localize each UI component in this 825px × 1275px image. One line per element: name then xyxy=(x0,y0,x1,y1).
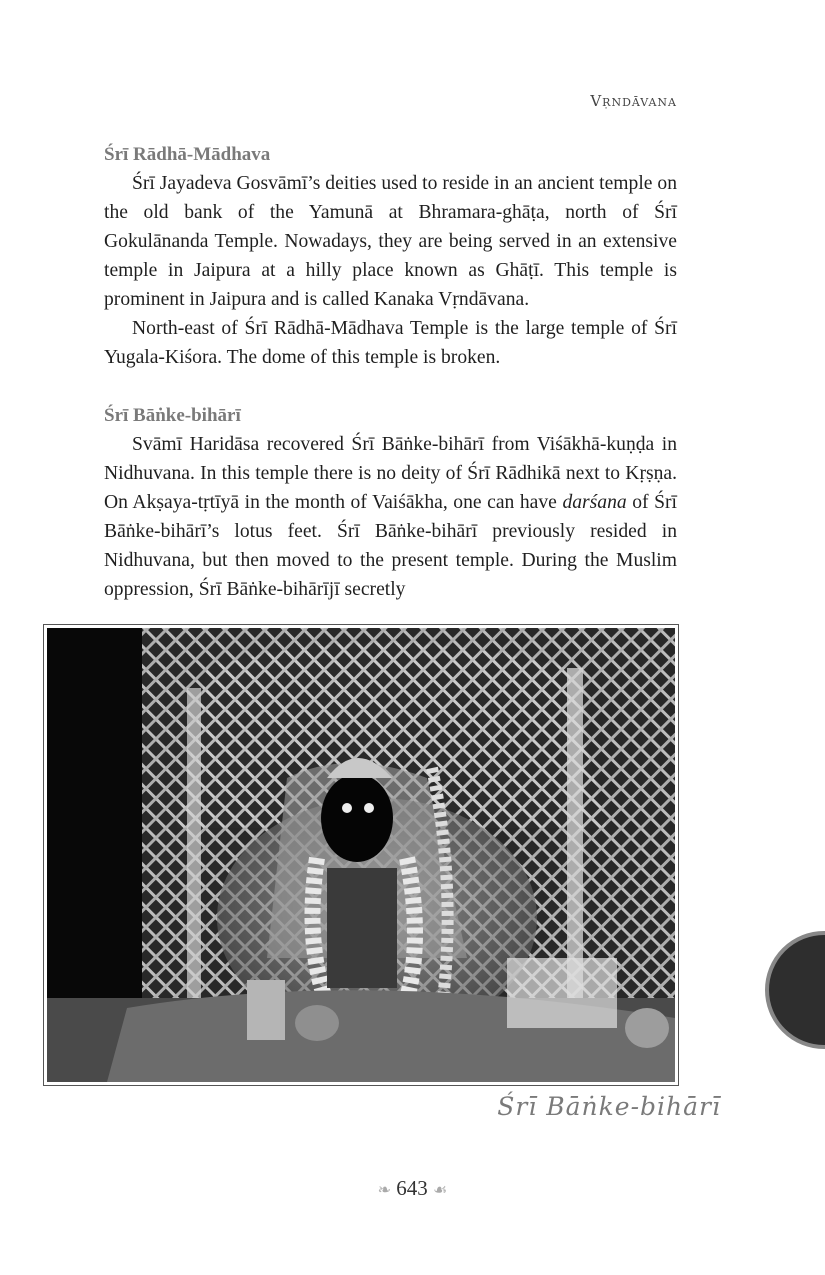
thumb-index-tab xyxy=(765,931,825,1049)
running-head: Vṛndāvana xyxy=(590,92,677,110)
paragraph xyxy=(104,430,677,604)
paragraph: North-east of Śrī Rādhā-Mādhava Temple is the large temple of Śrī Yugala-Kiśora. The dome of this temple is broken. xyxy=(104,318,677,368)
italic-term: darśana xyxy=(562,492,627,513)
ornament-right-icon: ☙ xyxy=(433,1182,448,1200)
deity-photo xyxy=(47,628,675,1082)
section-heading-radha-madhava: Śrī Rādhā-Mādhava xyxy=(104,144,271,165)
page-number: 643 xyxy=(396,1176,428,1200)
paragraph-text: Svāmī Haridāsa recovered Śrī Bāṅke-bihārī from Viśākhā-kuṇḍa in Nidhuvana. In this temple there is no deity of Śrī Rādhikā next to Kṛṣṇa. On Akṣaya-tṛtīyā in the month of Vaiśākha, one can have xyxy=(104,434,677,513)
body-text xyxy=(104,140,677,604)
page-footer xyxy=(0,1176,825,1201)
photo-caption: Śrī Bāṅke-bihārī xyxy=(497,1092,721,1121)
deity-photo-illustration xyxy=(47,628,675,1082)
section-heading-banke-bihari: Śrī Bāṅke-bihārī xyxy=(104,405,241,426)
photo-frame xyxy=(43,624,679,1086)
paragraph-text: of Śrī Bāṅke-bihārī’s lotus feet. Śrī Bāṅke-bihārī previously resided in Nidhuvana, but then moved to the present temple. During the Muslim oppression, Śrī Bāṅke-bihārījī secretly xyxy=(104,492,677,600)
paragraph: Śrī Jayadeva Gosvāmī’s deities used to reside in an ancient temple on the old bank of the Yamunā at Bhramara-ghāṭa, north of Śrī Gokulānanda Temple. Nowadays, they are being served in an extensive temple in Jaipura at a hilly place known as Ghāṭī. This temple is prominent in Jaipura and is called Kanaka Vṛndāvana. xyxy=(104,173,677,310)
ornament-left-icon: ❧ xyxy=(377,1182,392,1200)
